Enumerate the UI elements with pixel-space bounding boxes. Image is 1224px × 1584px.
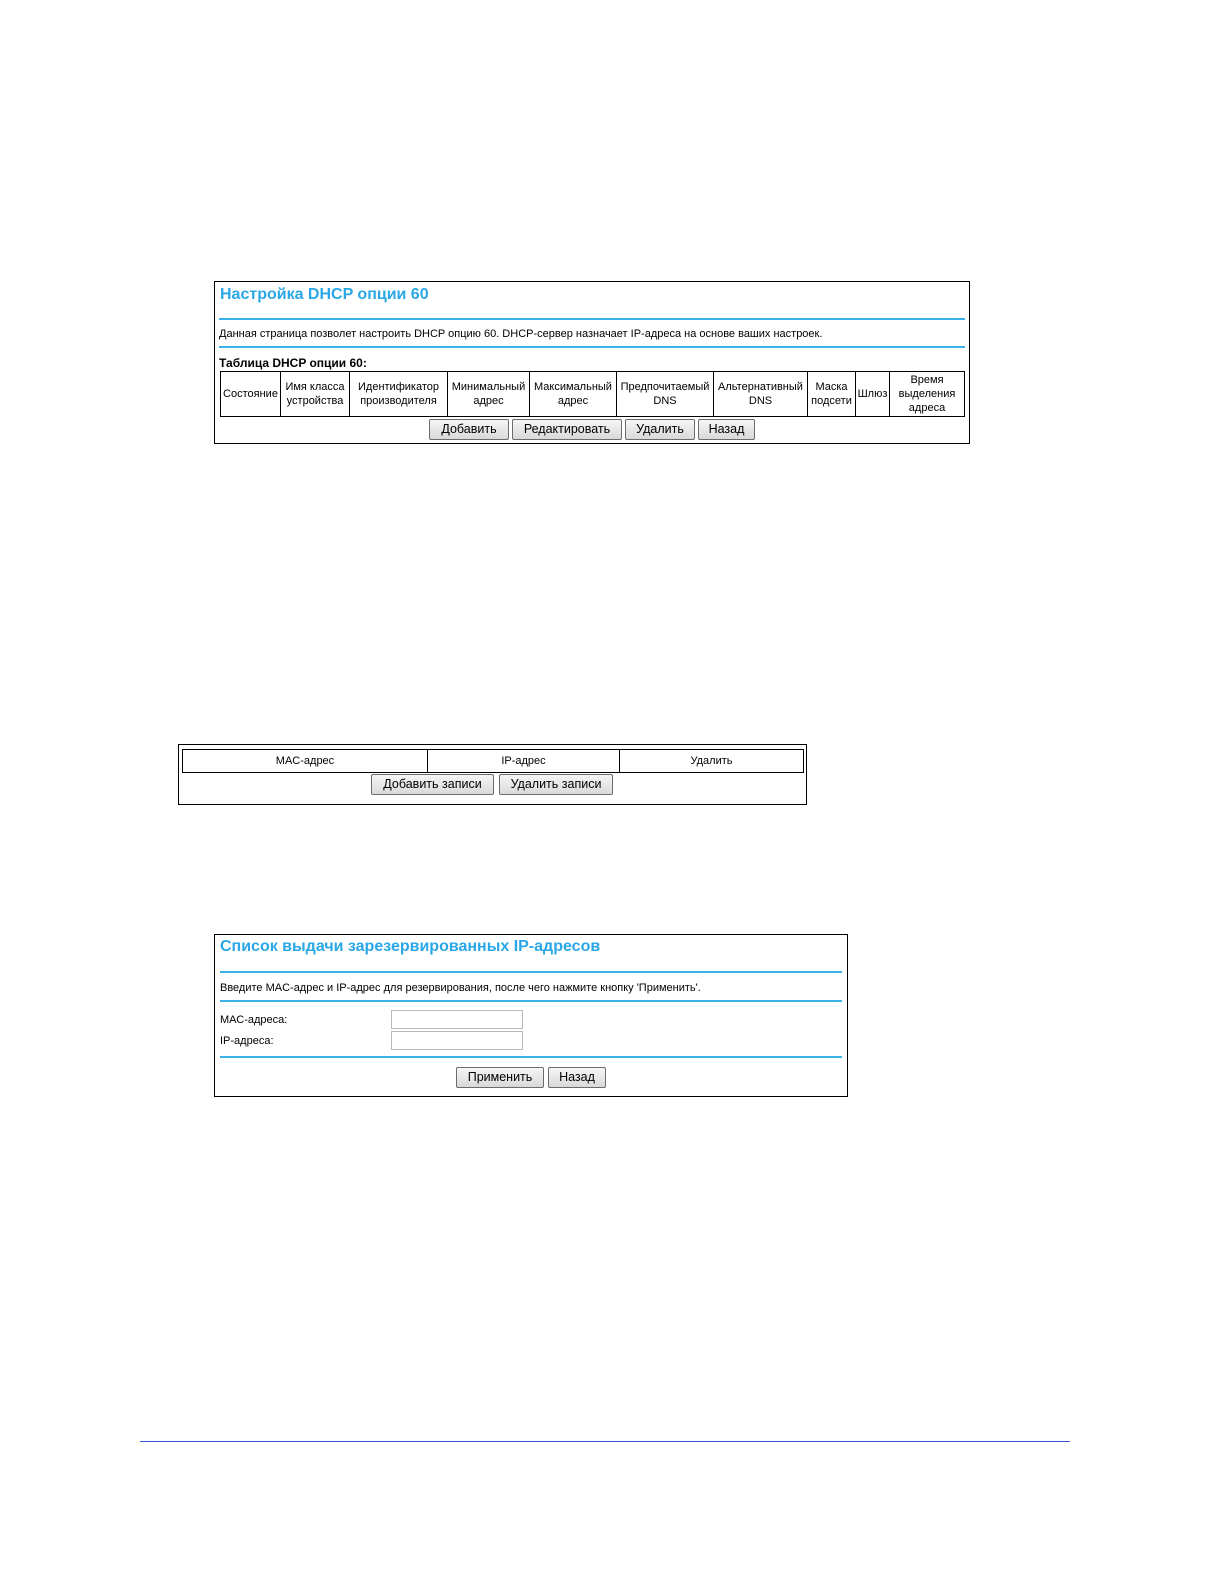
column-header: Шлюз bbox=[856, 372, 890, 417]
mac-address-input[interactable] bbox=[391, 1010, 523, 1029]
column-header: Удалить bbox=[620, 750, 804, 773]
dhcp-option60-panel bbox=[214, 281, 970, 444]
divider bbox=[219, 318, 965, 320]
column-header: MAC-адрес bbox=[183, 750, 428, 773]
delete-records-button[interactable]: Удалить записи bbox=[499, 774, 613, 795]
apply-button[interactable]: Применить bbox=[456, 1067, 544, 1088]
divider bbox=[220, 1000, 842, 1002]
column-header: Альтернативный DNS bbox=[714, 372, 808, 417]
ip-address-label: IP-адреса: bbox=[220, 1035, 274, 1047]
page-title: Список выдачи зарезервированных IP-адресов bbox=[220, 938, 601, 955]
table-header-row bbox=[221, 372, 965, 417]
column-header: Идентификатор производителя bbox=[350, 372, 448, 417]
page-title: Настройка DHCP опции 60 bbox=[220, 286, 429, 303]
column-header: Состояние bbox=[221, 372, 281, 417]
back-button[interactable]: Назад bbox=[548, 1067, 606, 1088]
back-button[interactable]: Назад bbox=[698, 419, 755, 440]
page-description: Введите MAC-адрес и IP-адрес для резервирования, после чего нажмите кнопку 'Применить'. bbox=[220, 982, 701, 994]
add-button[interactable]: Добавить bbox=[429, 419, 509, 440]
dhcp-option60-table bbox=[220, 371, 965, 417]
column-header: Имя класса устройства bbox=[281, 372, 350, 417]
edit-button[interactable]: Редактировать bbox=[512, 419, 622, 440]
mac-address-label: МАС-адреса: bbox=[220, 1014, 288, 1026]
column-header: Предпочитаемый DNS bbox=[617, 372, 714, 417]
mac-ip-list-panel bbox=[178, 744, 807, 805]
table-title: Таблица DHCP опции 60: bbox=[219, 356, 367, 370]
add-records-button[interactable]: Добавить записи bbox=[371, 774, 494, 795]
delete-button[interactable]: Удалить bbox=[625, 419, 695, 440]
table-header-row bbox=[183, 750, 804, 773]
column-header: IP-адрес bbox=[428, 750, 620, 773]
column-header: Время выделения адреса bbox=[890, 372, 965, 417]
divider bbox=[219, 346, 965, 348]
column-header: Маска подсети bbox=[808, 372, 856, 417]
column-header: Максимальный адрес bbox=[530, 372, 617, 417]
footer-divider bbox=[140, 1441, 1070, 1442]
page-description: Данная страница позволет настроить DHCP опцию 60. DHCP-сервер назначает IP-адреса на основе ваших настроек. bbox=[219, 328, 823, 340]
reserved-ip-panel bbox=[214, 934, 848, 1097]
column-header: Минимальный адрес bbox=[448, 372, 530, 417]
ip-address-input[interactable] bbox=[391, 1031, 523, 1050]
mac-ip-table bbox=[182, 749, 804, 773]
divider bbox=[220, 971, 842, 973]
divider bbox=[220, 1056, 842, 1058]
